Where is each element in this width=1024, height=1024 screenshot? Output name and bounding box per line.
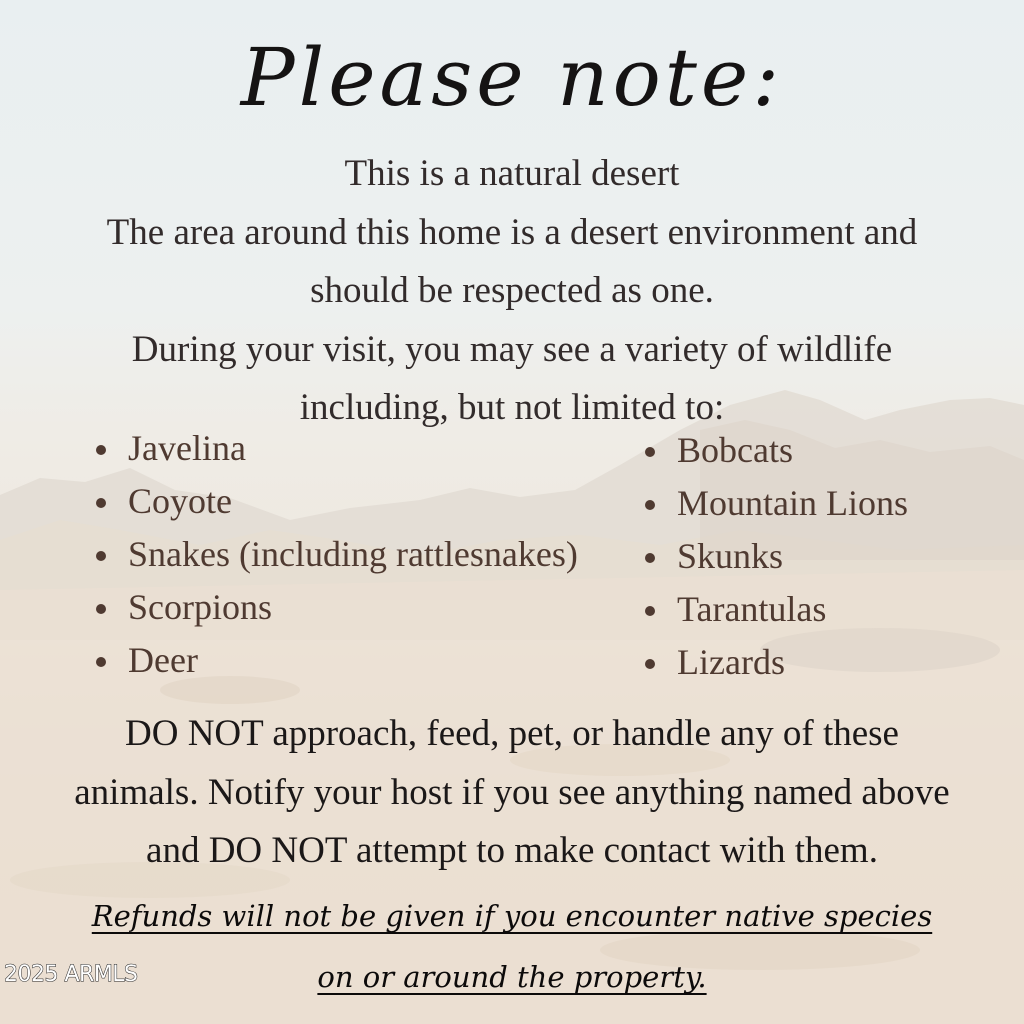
list-item: Mountain Lions: [645, 477, 908, 530]
warning-line: animals. Notify your host if you see anything named above: [74, 771, 950, 813]
list-item: Tarantulas: [645, 583, 908, 636]
intro-line: This is a natural desert: [344, 153, 680, 194]
intro-line: including, but not limited to:: [299, 387, 725, 428]
list-item: Snakes (including rattlesnakes): [96, 528, 578, 581]
intro-line: During your visit, you may see a variety of wildlife: [131, 328, 893, 370]
page-title: Please note:: [240, 31, 784, 124]
list-item: Bobcats: [645, 424, 908, 477]
wildlife-list-left: [96, 422, 578, 687]
list-item: Javelina: [96, 422, 578, 475]
warning-text: [10, 705, 1014, 881]
wildlife-list-right: [645, 424, 908, 689]
list-item: Lizards: [645, 636, 908, 689]
list-item: Deer: [96, 634, 578, 687]
refund-notice: [0, 886, 1024, 1008]
warning-line: DO NOT approach, feed, pet, or handle any of these: [125, 713, 899, 754]
intro-line: The area around this home is a desert environment and: [106, 211, 918, 253]
list-item: Coyote: [96, 475, 578, 528]
warning-line: and DO NOT attempt to make contact with them.: [146, 830, 878, 871]
list-item: Scorpions: [96, 581, 578, 634]
intro-line: should be respected as one.: [310, 270, 714, 311]
intro-text: [40, 145, 984, 438]
refund-line: Refunds will not be given if you encounter native species: [91, 899, 933, 933]
copyright-watermark: 2025 ARMLS: [4, 962, 138, 987]
refund-line: on or around the property.: [317, 960, 707, 994]
list-item: Skunks: [645, 530, 908, 583]
